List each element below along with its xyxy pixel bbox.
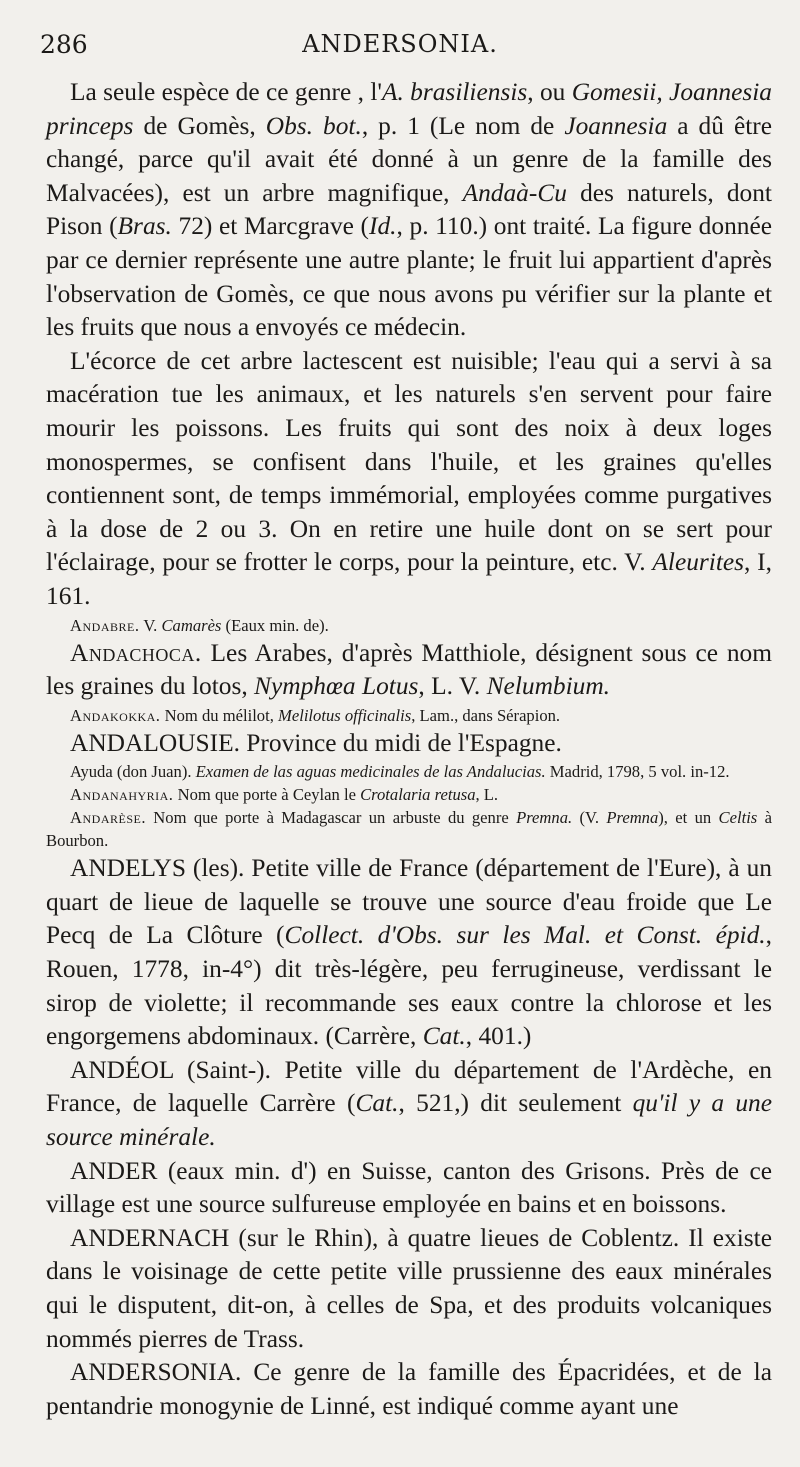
italic-text: Aleurites — [652, 548, 745, 577]
text-run: , Lam., dans Sérapion. — [411, 705, 561, 725]
small-entry — [46, 760, 772, 783]
text-run: , I, 161. — [46, 548, 772, 610]
text-run: ), et un — [658, 808, 719, 828]
italic-text: Camarès — [161, 615, 222, 635]
text-run: ANDALOUSIE. Province du midi de l'Espagne. — [70, 728, 562, 757]
text-run: (Eaux min. de). — [221, 615, 329, 635]
text-run: V. — [139, 615, 162, 635]
text-run: ANDÉOL (Saint-). Petite ville du département de l'Ardèche, en France, de laquelle Carrère ( — [46, 1055, 772, 1118]
text-run: a dû être changé, parce qu'il avait été donné à un genre de la famille des Malvacées), est un arbre magnifique, — [46, 111, 773, 207]
italic-text: Id. — [369, 212, 397, 241]
italic-text: Joannesia — [564, 111, 668, 140]
italic-text: Cat. — [355, 1089, 399, 1118]
text-run: , L. — [475, 785, 499, 805]
text-run: Nom que porte à Madagascar un arbuste du genre — [145, 808, 517, 828]
italic-text: Bras. — [117, 212, 172, 241]
text-run: , L. V. — [418, 672, 487, 701]
small-entry — [46, 614, 772, 637]
text-run: Nom que porte à Ceylan le — [173, 785, 361, 805]
text-run: L'écorce de cet arbre lactescent est nuisible; l'eau qui a servi à sa macération tue les animaux, et les naturels s'en servent pour faire mourir les poissons. Les fruits qui sont des noix à deux loges monospermes, se confisent dans l'huile, et les graines qu'elles contiennent sont, de temps immémorial, employées comme purgatives à la dose de 2 ou 3. On en retire une huile dont on se sert pour l'éclairage, pour se frotter le corps, pour la peinture, etc. V. — [46, 346, 772, 577]
text-run: Madrid, 1798, 5 vol. in-12. — [545, 762, 730, 782]
page-number: 286 — [40, 30, 88, 59]
text-run: de Gomès, — [133, 111, 266, 140]
text-run: , ou — [527, 78, 572, 106]
text-run: , 521,) dit seulement — [398, 1089, 633, 1118]
paragraph — [46, 852, 772, 1054]
text-run: ANDER (eaux min. d') en Suisse, canton des Grisons. Près de ce village est une source sulfureuse employée en bains et en boissons. — [46, 1156, 772, 1219]
running-title: ANDERSONIA. — [302, 30, 498, 58]
text-run: (V. — [572, 808, 607, 828]
italic-text: Melilotus officinalis — [278, 705, 412, 725]
paragraph — [46, 727, 772, 761]
italic-text: Nelumbium. — [486, 672, 611, 701]
small-entry — [46, 806, 772, 852]
text-run: Andarèse. — [70, 808, 146, 828]
text-run: , p. 110.) ont traité. La figure donnée par ce dernier représente une autre plante; le fruit lui appartient d'après l'observation de Gomès, ce que nous avons pu vérifier sur la plante et les fruits que nous a envoyés ce médecin. — [46, 212, 772, 342]
text-run: 72) et Marcgrave ( — [171, 212, 370, 241]
text-run: , 401.) — [465, 1022, 532, 1051]
text-run: Nom du mélilot, — [160, 705, 279, 725]
text-run: Andakokka. — [70, 705, 161, 725]
italic-text: Premna — [606, 808, 659, 828]
italic-text: Nymphœa Lotus — [254, 672, 419, 701]
paragraph — [46, 1155, 772, 1222]
text-run: ANDERNACH (sur le Rhin), à quatre lieues de Coblentz. Il existe dans le voisinage de cette petite ville prussienne des eaux minérales qui le disputent, dit-on, à celles de Spa, et des produits volcaniques nommés pierres de Trass. — [46, 1223, 772, 1353]
text-run: Andanahyria. — [70, 785, 174, 805]
text-run: , Rouen, 1778, in-4°) dit très-légère, peu ferrugineuse, verdissant le sirop de violette; il recommande ses eaux contre la chlorose et les engorgemens abdominaux. (Carrère, — [46, 921, 772, 1051]
italic-text: qu'il y a une source minérale. — [46, 1089, 773, 1152]
italic-text: Cat. — [422, 1022, 466, 1051]
italic-text: Premna. — [516, 808, 573, 828]
text-run: Les Arabes, d'après Matthiole, désignent sous ce nom les graines du lotos, — [46, 638, 772, 701]
paragraph — [46, 1356, 772, 1423]
page-body — [46, 76, 772, 1423]
italic-text: Celtis — [718, 808, 758, 828]
small-entry — [46, 704, 772, 727]
text-run: Andachoca. — [70, 638, 202, 667]
text-run: à Bourbon. — [46, 808, 772, 851]
text-run: des naturels, dont Pison ( — [46, 178, 772, 241]
text-run: ANDELYS (les). Petite ville de France (département de l'Eure), à un quart de lieue de laquelle se trouve une source d'eau froide que Le Pecq de La Clôture ( — [46, 854, 772, 950]
paragraph — [46, 345, 772, 614]
text-run: La seule espèce de ce genre , l' — [70, 78, 382, 106]
italic-text: Collect. d'Obs. sur les Mal. et Const. épid. — [284, 921, 766, 950]
italic-text: Obs. bot. — [265, 111, 362, 140]
italic-text: Crotalaria retusa — [360, 785, 476, 805]
paragraph — [46, 76, 772, 345]
paragraph — [46, 637, 772, 704]
italic-text: Andaà-Cu — [462, 178, 567, 207]
text-run: Andabre. — [70, 615, 140, 635]
text-run: Ayuda (don Juan). — [70, 762, 196, 782]
italic-text: Gomesii, Joannesia princeps — [46, 78, 772, 140]
page-header — [40, 30, 760, 70]
small-entry — [46, 783, 772, 806]
paragraph — [46, 1054, 772, 1155]
italic-text: A. brasiliensis — [381, 78, 528, 106]
italic-text: Examen de las aguas medicinales de las Andalucias. — [195, 762, 546, 782]
text-run: , p. 1 (Le nom de — [361, 111, 565, 140]
paragraph — [46, 1222, 772, 1356]
text-run: ANDERSONIA. Ce genre de la famille des Épacridées, et de la pentandrie monogynie de Linné, est indiqué comme ayant une — [46, 1358, 772, 1420]
